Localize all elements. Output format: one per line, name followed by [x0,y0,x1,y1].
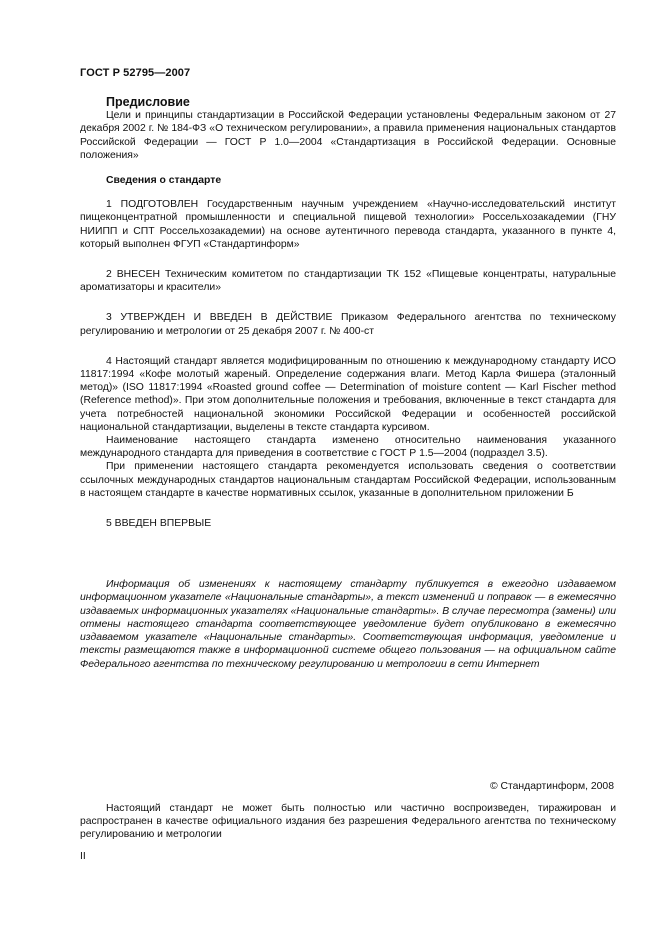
item-2-paragraph: 2 ВНЕСЕН Техническим комитетом по стандартизации ТК 152 «Пищевые концентраты, натуральные ароматизаторы и красители» [80,269,616,294]
copyright-line: © Стандартинформ, 2008 [489,781,614,792]
item-4-name-paragraph: Наименование настоящего стандарта изменено относительно наименования указанного международного стандарта для приведения в соответствие с ГОСТ Р 1.5—2004 (подраздел 3.5). [80,435,616,460]
page-title: Предисловие [106,95,190,109]
page-number: II [80,851,86,862]
info-note-paragraph: Информация об изменениях к настоящему стандарту публикуется в ежегодно издаваемом информационном указателе «Национальные стандарты», а текст изменений и поправок — в ежемесячно издаваемых информационных указателях «Национальные стандарты». В случае пересмотра (замены) или отмены настоящего стандарта соответствующее уведомление будет опубликовано в ежемесячно издаваемом указателе «Национальные стандарты». Соответствующая информация, уведомление и тексты размещаются также в информационной системе общего пользования — на официальном сайте Федерального агентства по техническому регулированию и метрологии в сети Интернет [80,579,616,670]
item-4-application-paragraph: При применении настоящего стандарта рекомендуется использовать сведения о соответствии ссылочных международных стандартов национальным стандартам Российской Федерации, использованным в настоящем стандарте в качестве нормативных ссылок, указанные в дополнительном приложении Б [80,461,616,499]
intro-paragraph: Цели и принципы стандартизации в Российской Федерации установлены Федеральным законом от 27 декабря 2002 г. № 184-ФЗ «О техническом регулировании», а правила применения национальных стандартов Российской Федерации — ГОСТ Р 1.0—2004 «Стандартизация в Российской Федерации. Основные положения» [80,110,616,161]
item-3-paragraph: 3 УТВЕРЖДЕН И ВВЕДЕН В ДЕЙСТВИЕ Приказом Федерального агентства по техническому регулированию и метрологии от 25 декабря 2007 г. № 400-ст [80,312,616,337]
foreword-content [80,96,616,671]
standard-code: ГОСТ Р 52795—2007 [80,67,191,79]
reproduction-notice: Настоящий стандарт не может быть полностью или частично воспроизведен, тиражирован и распространен в качестве официального издания без разрешения Федерального агентства по техническому регулированию и метрологии [80,803,616,841]
item-1-paragraph: 1 ПОДГОТОВЛЕН Государственным научным учреждением «Научно-исследовательский институт пищеконцентратной промышленности и специальной пищевой технологии» Россельхозакадемии (ГНУ НИИПП и СПТ Россельхозакадемии) на основе аутентичного перевода стандарта, указанного в пункте 4, который выполнен ФГУП «Стандартинформ» [80,199,616,250]
item-4-paragraph: 4 Настоящий стандарт является модифицированным по отношению к международному стандарту ИСО 11817:1994 «Кофе молотый жареный. Определение содержания влаги. Метод Карла Фишера (эталонный метод)» (ISO 11817:1994 «Roasted ground coffee — Determination of moisture content — Karl Fischer method (Reference method)». При этом дополнительные положения и требования, включенные в текст стандарта для учета потребностей национальной экономики Российской Федерации и особенностей российской национальной стандартизации, выделены в тексте стандарта курсивом. [80,355,616,433]
item-5-paragraph: 5 ВВЕДЕН ВПЕРВЫЕ [106,518,212,530]
section-heading: Сведения о стандарте [106,175,222,187]
